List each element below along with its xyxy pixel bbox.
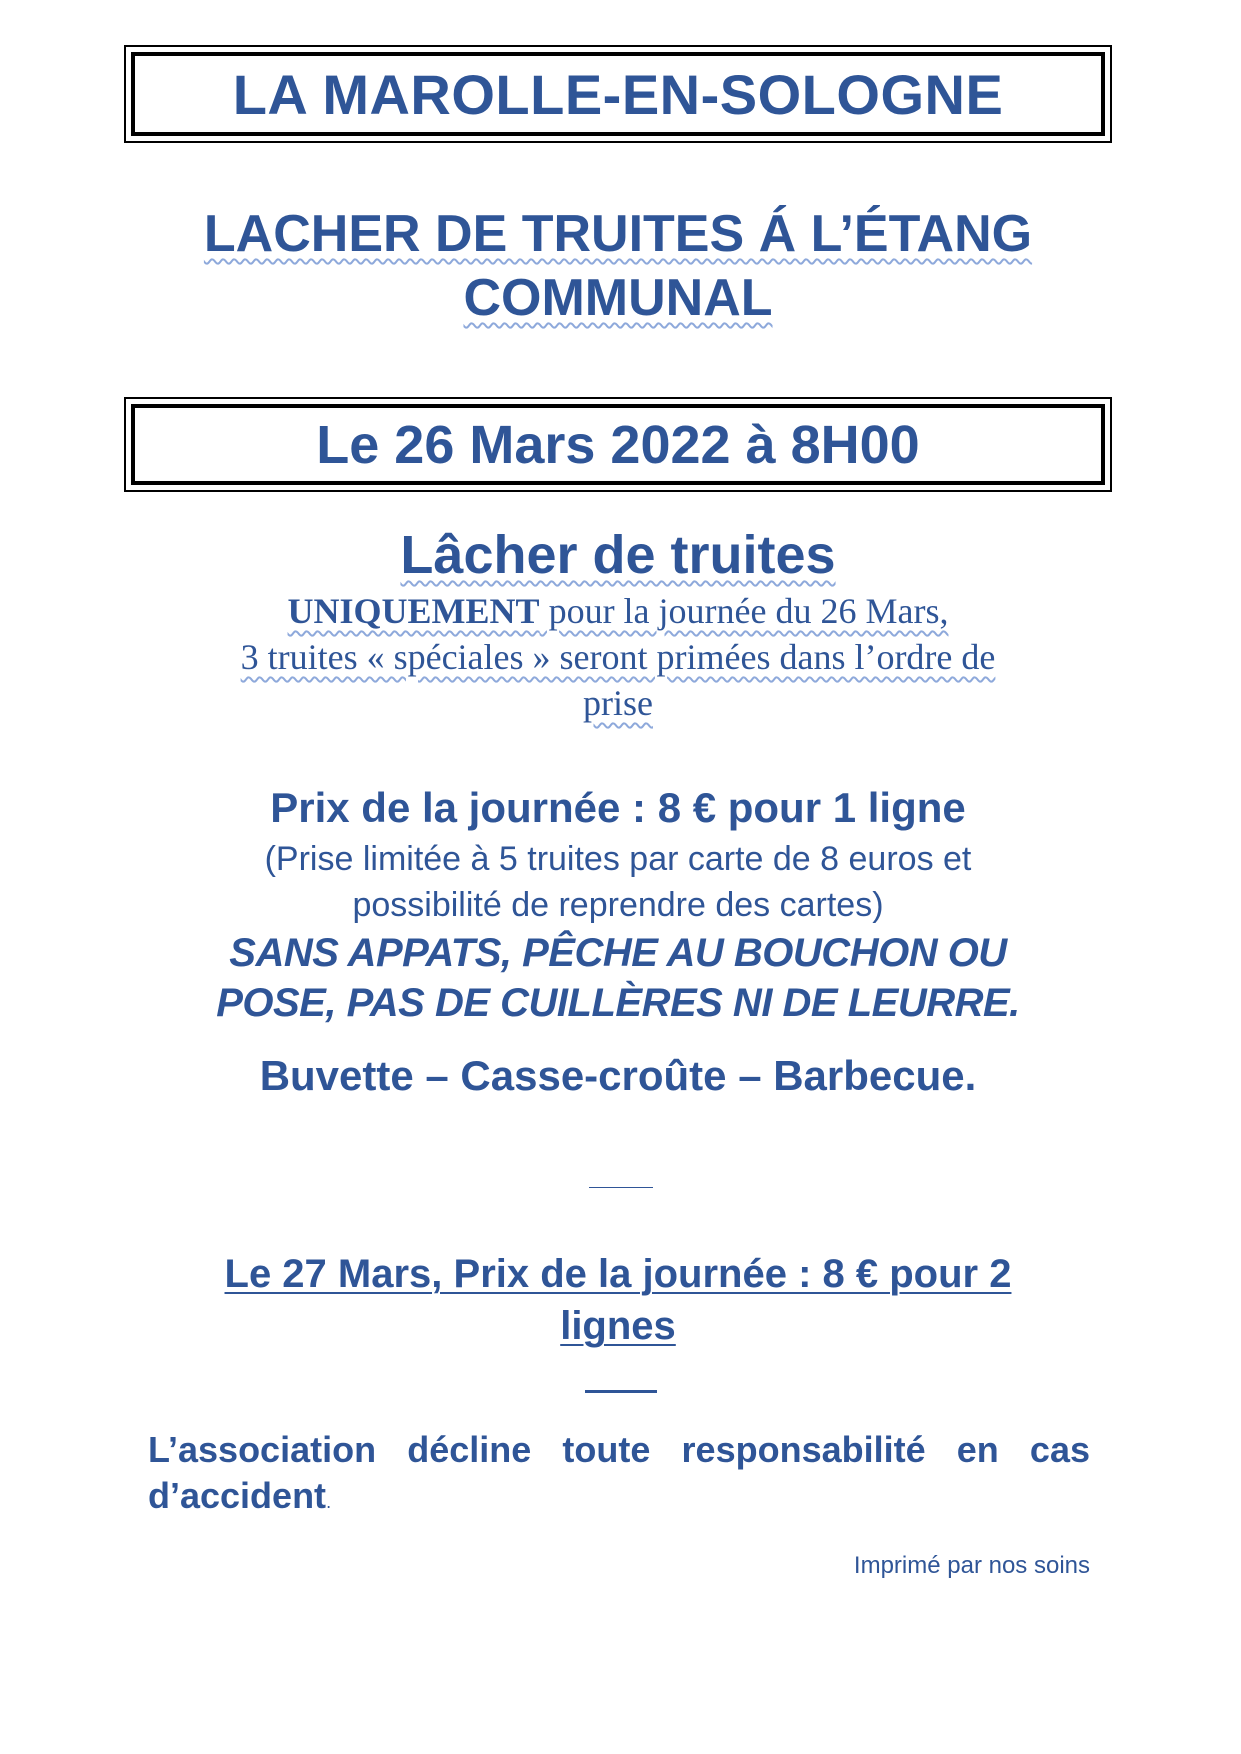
disclaimer-line2-text: d’accident [148, 1475, 327, 1516]
event-title-line1: LACHER DE TRUITES Á L’ÉTANG [203, 205, 1033, 263]
date-banner: Le 26 Mars 2022 à 8H00 [131, 404, 1105, 485]
disclaimer-word: cas [1029, 1429, 1090, 1470]
second-day-section [124, 1248, 1112, 1352]
uniquement-word: UNIQUEMENT [287, 591, 540, 631]
disclaimer-word: responsabilité [681, 1429, 926, 1470]
prix-note-line1: (Prise limitée à 5 truites par carte de 8 euros et [264, 840, 972, 878]
rules-line2: POSE, PAS DE CUILLÈRES NI DE LEURRE. [216, 981, 1020, 1025]
prix-section [124, 780, 1112, 1104]
town-title-frame [124, 45, 1112, 143]
rules-line1: SANS APPATS, PÊCHE AU BOUCHON OU [229, 931, 1007, 975]
second-day-line1: Le 27 Mars, Prix de la journée : 8 € pour 2 [224, 1252, 1012, 1296]
lacher-section [124, 522, 1112, 726]
separator [585, 1390, 657, 1393]
disclaimer-period: . [326, 1492, 332, 1512]
disclaimer-word: décline [407, 1429, 532, 1470]
town-title: LA MAROLLE-EN-SOLOGNE [131, 52, 1105, 136]
disclaimer-word: toute [562, 1429, 651, 1470]
lacher-line3: prise [583, 683, 653, 723]
lacher-heading: Lâcher de truites [400, 525, 836, 585]
disclaimer-word: en [956, 1429, 999, 1470]
prix-heading: Prix de la journée : 8 € pour 1 ligne [270, 784, 966, 831]
event-title-line2: COMMUNAL [463, 269, 773, 327]
services-line: Buvette – Casse-croûte – Barbecue. [259, 1052, 977, 1099]
event-title [124, 202, 1112, 330]
lacher-line1-rest: pour la journée du 26 Mars, [539, 591, 949, 631]
prix-note-line2: possibilité de reprendre des cartes) [352, 886, 884, 924]
lacher-line1 [288, 591, 949, 631]
date-banner-frame [124, 397, 1112, 492]
disclaimer-word: L’association [148, 1429, 377, 1470]
separator-small [589, 1187, 653, 1188]
lacher-line2: 3 truites « spéciales » seront primées dans l’ordre de [240, 637, 996, 677]
disclaimer-line2 [148, 1473, 1090, 1525]
second-day-line2: lignes [560, 1304, 676, 1348]
disclaimer-line1 [148, 1427, 1090, 1473]
printed-by: Imprimé par nos soins [853, 1552, 1090, 1579]
disclaimer [148, 1427, 1090, 1525]
